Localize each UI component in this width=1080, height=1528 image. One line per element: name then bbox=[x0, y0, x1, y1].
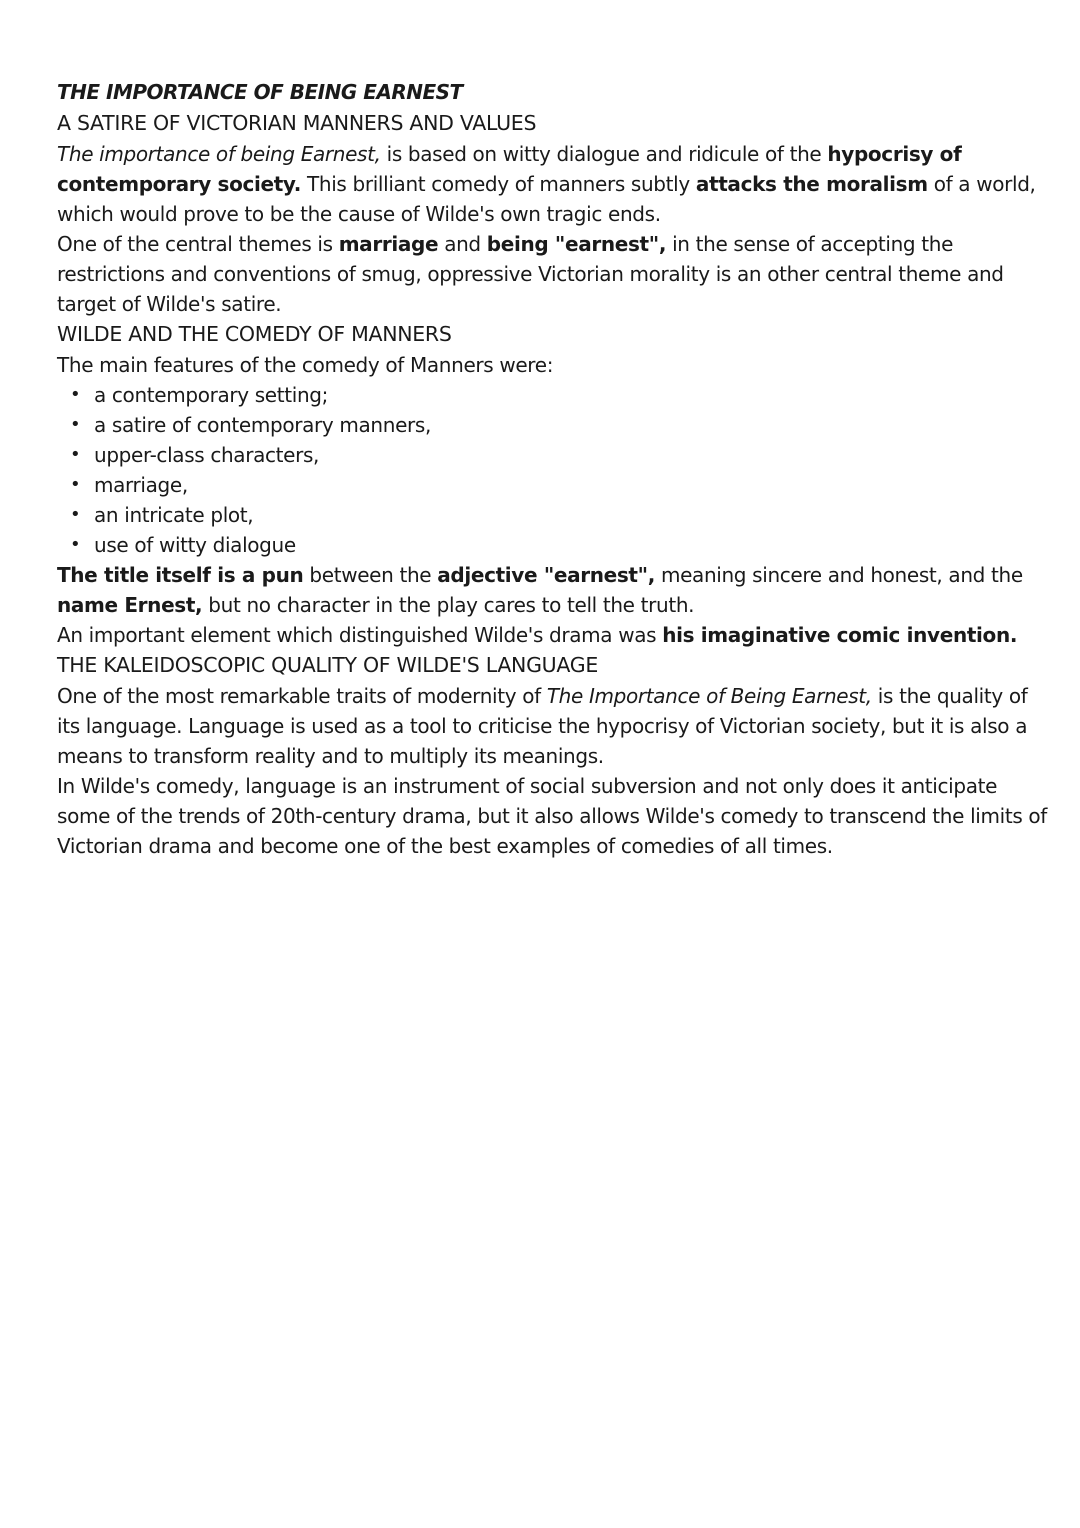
text-run: of a world, which would prove to be the cause of Wilde's own tragic ends. bbox=[57, 172, 1036, 226]
paragraph-comic-invention bbox=[57, 620, 1047, 650]
list-item bbox=[70, 410, 1047, 440]
list-item bbox=[70, 380, 1047, 410]
play-title-italic: The importance of being Earnest, bbox=[57, 142, 381, 166]
document-page bbox=[57, 76, 1047, 861]
features-list bbox=[57, 380, 1047, 560]
emphasis-hypocrisy: hypocrisy of contemporary society. bbox=[57, 142, 962, 196]
text-run: meaning sincere and honest, and the bbox=[654, 563, 1023, 587]
list-item bbox=[70, 530, 1047, 560]
text-run: in the sense of accepting the restrictions and conventions of smug, oppressive Victorian morality is an other central theme and target of Wilde's satire. bbox=[57, 232, 1004, 316]
emphasis-adjective-earnest: adjective "earnest", bbox=[437, 563, 655, 587]
text-run: An important element which distinguished Wilde's drama was bbox=[57, 623, 663, 647]
bullet-icon: • bbox=[70, 414, 81, 435]
list-item bbox=[70, 470, 1047, 500]
paragraph-language-subversion: In Wilde's comedy, language is an instrument of social subversion and not only does it anticipate some of the trends of 20th-century drama, but it also allows Wilde's comedy to transcend the limits of Victorian drama and become one of the best examples of comedies of all times. bbox=[57, 774, 1047, 858]
text-run: and bbox=[438, 232, 487, 256]
text-run: between the bbox=[303, 563, 438, 587]
emphasis-being-earnest: being "earnest", bbox=[486, 232, 667, 256]
text-run: is based on witty dialogue and ridicule of the bbox=[380, 142, 828, 166]
list-item-text: an intricate plot, bbox=[94, 503, 254, 527]
emphasis-title-pun: The title itself is a pun bbox=[57, 563, 304, 587]
paragraph-satire-intro bbox=[57, 139, 1047, 229]
play-title-italic: The Importance of Being Earnest, bbox=[546, 684, 872, 708]
paragraph-title-pun bbox=[57, 560, 1047, 620]
emphasis-marriage: marriage bbox=[338, 232, 439, 256]
bullet-icon: • bbox=[70, 504, 81, 525]
text-run: This brilliant comedy of manners subtly bbox=[301, 172, 696, 196]
list-item-text: upper-class characters, bbox=[94, 443, 320, 467]
text-run: One of the most remarkable traits of modernity of bbox=[57, 684, 547, 708]
emphasis-name-ernest: name Ernest, bbox=[57, 593, 203, 617]
emphasis-comic-invention: his imaginative comic invention. bbox=[662, 623, 1018, 647]
bullet-icon: • bbox=[70, 534, 81, 555]
text-run: is the quality of its language. Language is used as a tool to criticise the hypocrisy of Victorian society, but it is also a means to transform reality and to multiply its meanings. bbox=[57, 684, 1028, 768]
section-heading-satire: A SATIRE OF VICTORIAN MANNERS AND VALUES bbox=[57, 111, 537, 135]
bullet-icon: • bbox=[70, 474, 81, 495]
list-item bbox=[70, 440, 1047, 470]
document-title: THE IMPORTANCE OF BEING EARNEST bbox=[57, 80, 463, 104]
text-run: but no character in the play cares to tell the truth. bbox=[202, 593, 695, 617]
list-item-text: marriage, bbox=[94, 473, 188, 497]
section-heading-comedy-of-manners: WILDE AND THE COMEDY OF MANNERS bbox=[57, 322, 452, 346]
paragraph-features-intro: The main features of the comedy of Manners were: bbox=[57, 353, 554, 377]
emphasis-moralism: attacks the moralism bbox=[695, 172, 928, 196]
paragraph-language-modernity bbox=[57, 681, 1047, 771]
bullet-icon: • bbox=[70, 384, 81, 405]
section-heading-language: THE KALEIDOSCOPIC QUALITY OF WILDE'S LANGUAGE bbox=[57, 653, 598, 677]
list-item-text: a contemporary setting; bbox=[94, 383, 329, 407]
list-item-text: use of witty dialogue bbox=[94, 533, 296, 557]
bullet-icon: • bbox=[70, 444, 81, 465]
paragraph-central-themes bbox=[57, 229, 1047, 319]
list-item bbox=[70, 500, 1047, 530]
text-run: One of the central themes is bbox=[57, 232, 339, 256]
list-item-text: a satire of contemporary manners, bbox=[94, 413, 431, 437]
